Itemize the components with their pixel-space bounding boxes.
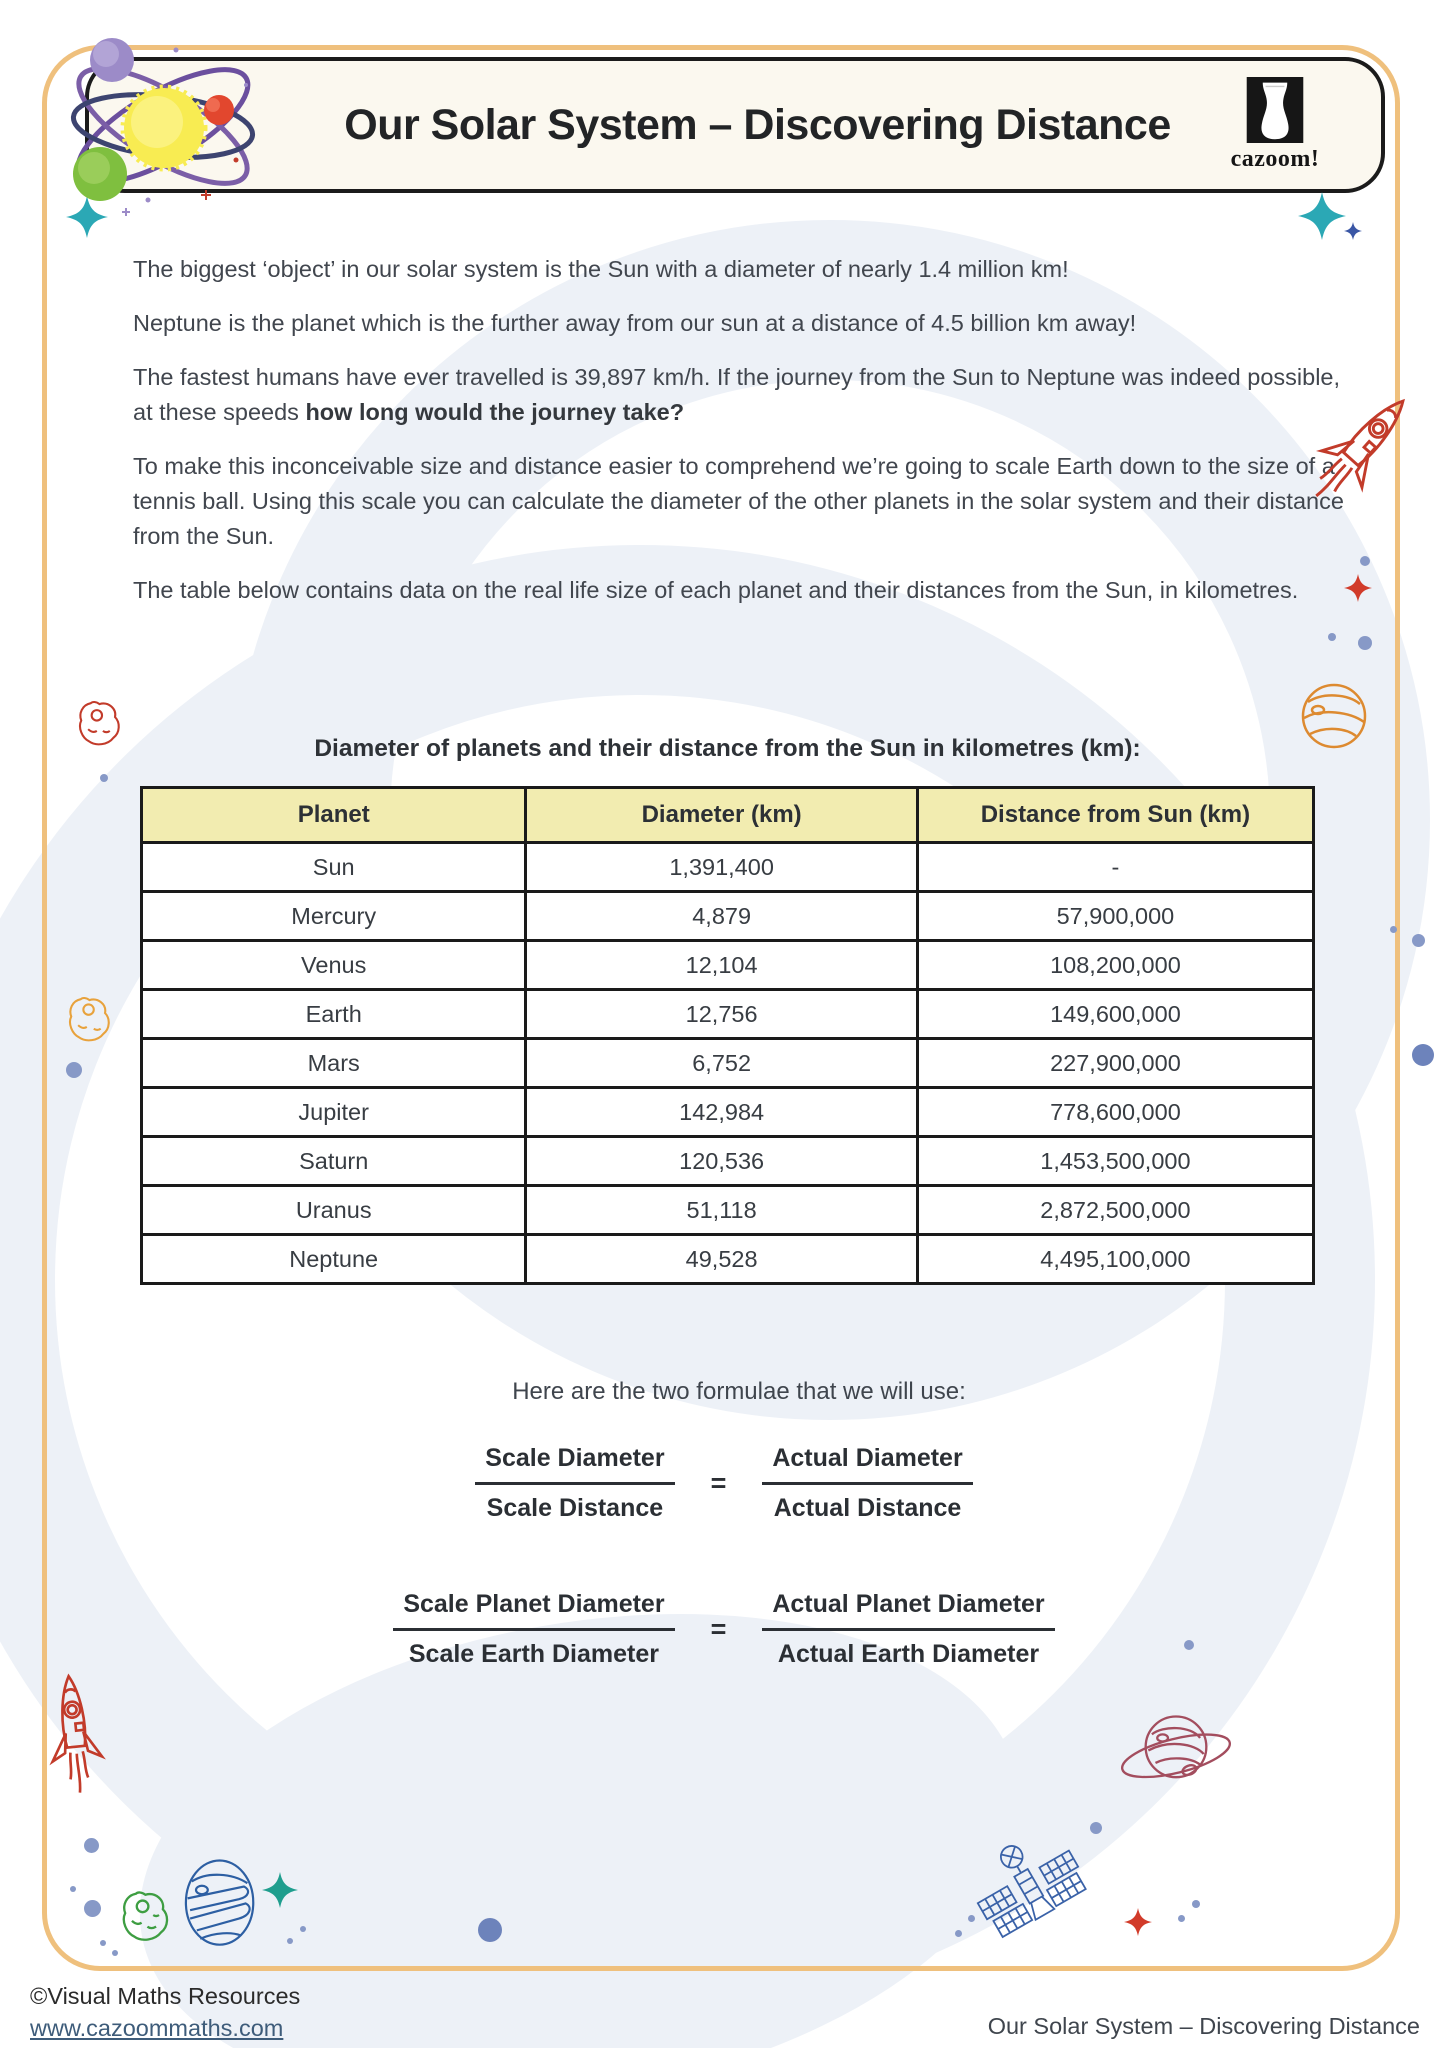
distance-cell: 4,495,100,000 — [917, 1235, 1313, 1284]
distance-cell: 108,200,000 — [917, 941, 1313, 990]
space-dot — [1192, 1900, 1200, 1908]
table-row — [142, 1235, 1314, 1284]
space-dot — [1090, 1822, 1102, 1834]
space-dot — [1184, 1640, 1194, 1650]
saturn-icon — [1118, 1698, 1234, 1810]
fraction-left: $\frac{\text{Scale Diameter}}{\text{Scale Distance}}$ — [475, 1444, 674, 1523]
star-icon — [1298, 192, 1346, 240]
paragraph: The table below contains data on the real life size of each planet and their distances from the Sun, in kilometres. — [133, 577, 1299, 603]
distance-cell: 227,900,000 — [917, 1039, 1313, 1088]
table-row — [142, 1088, 1314, 1137]
space-dot — [84, 1838, 99, 1853]
distance-cell: 57,900,000 — [917, 892, 1313, 941]
space-dot — [84, 1900, 101, 1917]
distance-cell: - — [917, 843, 1313, 892]
planet-cell: Mars — [142, 1039, 526, 1088]
distance-cell: 778,600,000 — [917, 1088, 1313, 1137]
equals-sign: = — [710, 1468, 727, 1498]
distance-cell: 1,453,500,000 — [917, 1137, 1313, 1186]
diameter-cell: 49,528 — [526, 1235, 917, 1284]
space-dot — [1360, 556, 1370, 566]
space-dot — [300, 1926, 306, 1932]
planet-cell: Earth — [142, 990, 526, 1039]
star-icon — [1124, 1908, 1152, 1936]
space-dot — [1412, 1044, 1434, 1066]
space-dot — [968, 1915, 975, 1922]
planet-icon — [180, 1852, 260, 1954]
space-dot — [955, 1930, 962, 1937]
table-row — [142, 892, 1314, 941]
diameter-cell: 51,118 — [526, 1186, 917, 1235]
star-icon — [262, 1872, 298, 1908]
cazoom-logo — [1217, 77, 1333, 170]
planet-cell: Sun — [142, 843, 526, 892]
diameter-cell: 120,536 — [526, 1137, 917, 1186]
paragraph: The fastest humans have ever travelled is 39,897 km/h. If the journey from the Sun to Neptune was indeed possible, at these speeds how long would the journey take? — [133, 364, 1341, 425]
cazoom-logo-text: cazoom! — [1230, 146, 1320, 172]
table-row — [142, 1137, 1314, 1186]
diameter-cell: 12,104 — [526, 941, 917, 990]
star-icon — [1344, 222, 1362, 240]
footer-worksheet-title: Our Solar System – Discovering Distance — [987, 2013, 1420, 2039]
space-dot — [112, 1950, 118, 1956]
intro-text — [133, 252, 1345, 627]
bold-question: how long would the journey take? — [305, 399, 685, 425]
table-row — [142, 1039, 1314, 1088]
fraction-right: $\frac{\text{Actual Diameter}}{\text{Actual Distance}}$ — [762, 1444, 972, 1523]
diameter-cell: 142,984 — [526, 1088, 917, 1137]
diameter-cell: 12,756 — [526, 990, 917, 1039]
planet-cell: Jupiter — [142, 1088, 526, 1137]
space-dot — [66, 1062, 82, 1078]
space-dot — [70, 1886, 76, 1892]
space-dot — [100, 774, 108, 782]
distance-column-header: Distance from Sun (km) — [917, 788, 1313, 843]
page-title: Our Solar System – Discovering Distance — [344, 100, 1171, 149]
space-dot — [1328, 633, 1336, 641]
table-caption: Diameter of planets and their distance from the Sun in kilometres (km): — [314, 735, 1141, 762]
table-row — [142, 843, 1314, 892]
atom-icon — [56, 30, 270, 222]
formula-scale-diameter — [0, 1590, 1448, 1669]
space-dot — [1358, 636, 1372, 650]
header-banner — [85, 57, 1385, 193]
diameter-cell: 4,879 — [526, 892, 917, 941]
cazoommaths-link[interactable]: www.cazoommaths.com — [30, 2015, 284, 2041]
planet-cell: Neptune — [142, 1235, 526, 1284]
star-icon — [1344, 574, 1372, 602]
formula-scale-distance — [0, 1444, 1448, 1523]
fraction-left: $\frac{\text{Scale Planet Diameter}}{\text{Scale Earth Diameter}}$ — [393, 1590, 674, 1669]
table-row — [142, 1186, 1314, 1235]
asteroid-icon — [74, 698, 124, 750]
paragraph: Neptune is the planet which is the further away from our sun at a distance of 4.5 billion km away! — [133, 310, 1137, 336]
space-dot — [100, 1940, 106, 1946]
footer-left — [30, 1983, 300, 2042]
cazoom-drum-icon — [1246, 77, 1304, 143]
asteroid-icon — [118, 1888, 172, 1946]
diameter-cell: 1,391,400 — [526, 843, 917, 892]
space-dot — [1390, 926, 1397, 933]
planet-cell: Venus — [142, 941, 526, 990]
planet-cell: Uranus — [142, 1186, 526, 1235]
space-dot — [1412, 934, 1425, 947]
equals-sign: = — [710, 1614, 727, 1644]
space-dot — [1178, 1915, 1185, 1922]
formulae-intro: Here are the two formulae that we will use: — [512, 1378, 966, 1405]
diameter-column-header: Diameter (km) — [526, 788, 917, 843]
distance-cell: 2,872,500,000 — [917, 1186, 1313, 1235]
planet-cell: Mercury — [142, 892, 526, 941]
planet-cell: Saturn — [142, 1137, 526, 1186]
asteroid-icon — [64, 994, 114, 1046]
paragraph: To make this inconceivable size and distance easier to comprehend we’re going to scale Earth down to the size of a tennis ball. Using this scale you can calculate the diameter of the other planets in the solar system and their distance from the Sun. — [133, 453, 1344, 549]
planet-data-table — [140, 786, 1315, 1285]
satellite-icon — [972, 1830, 1088, 1950]
paragraph: The biggest ‘object’ in our solar system is the Sun with a diameter of nearly 1.4 million km! — [133, 256, 1069, 282]
table-header-row — [142, 788, 1314, 843]
planet-column-header: Planet — [142, 788, 526, 843]
space-dot — [478, 1918, 502, 1942]
diameter-cell: 6,752 — [526, 1039, 917, 1088]
table-row — [142, 990, 1314, 1039]
distance-cell: 149,600,000 — [917, 990, 1313, 1039]
copyright-text: ©Visual Maths Resources — [30, 1983, 301, 2009]
planet-icon — [1298, 678, 1370, 754]
space-dot — [287, 1938, 293, 1944]
table-row — [142, 941, 1314, 990]
fraction-right: $\frac{\text{Actual Planet Diameter}}{\text{Actual Earth Diameter}}$ — [762, 1590, 1054, 1669]
